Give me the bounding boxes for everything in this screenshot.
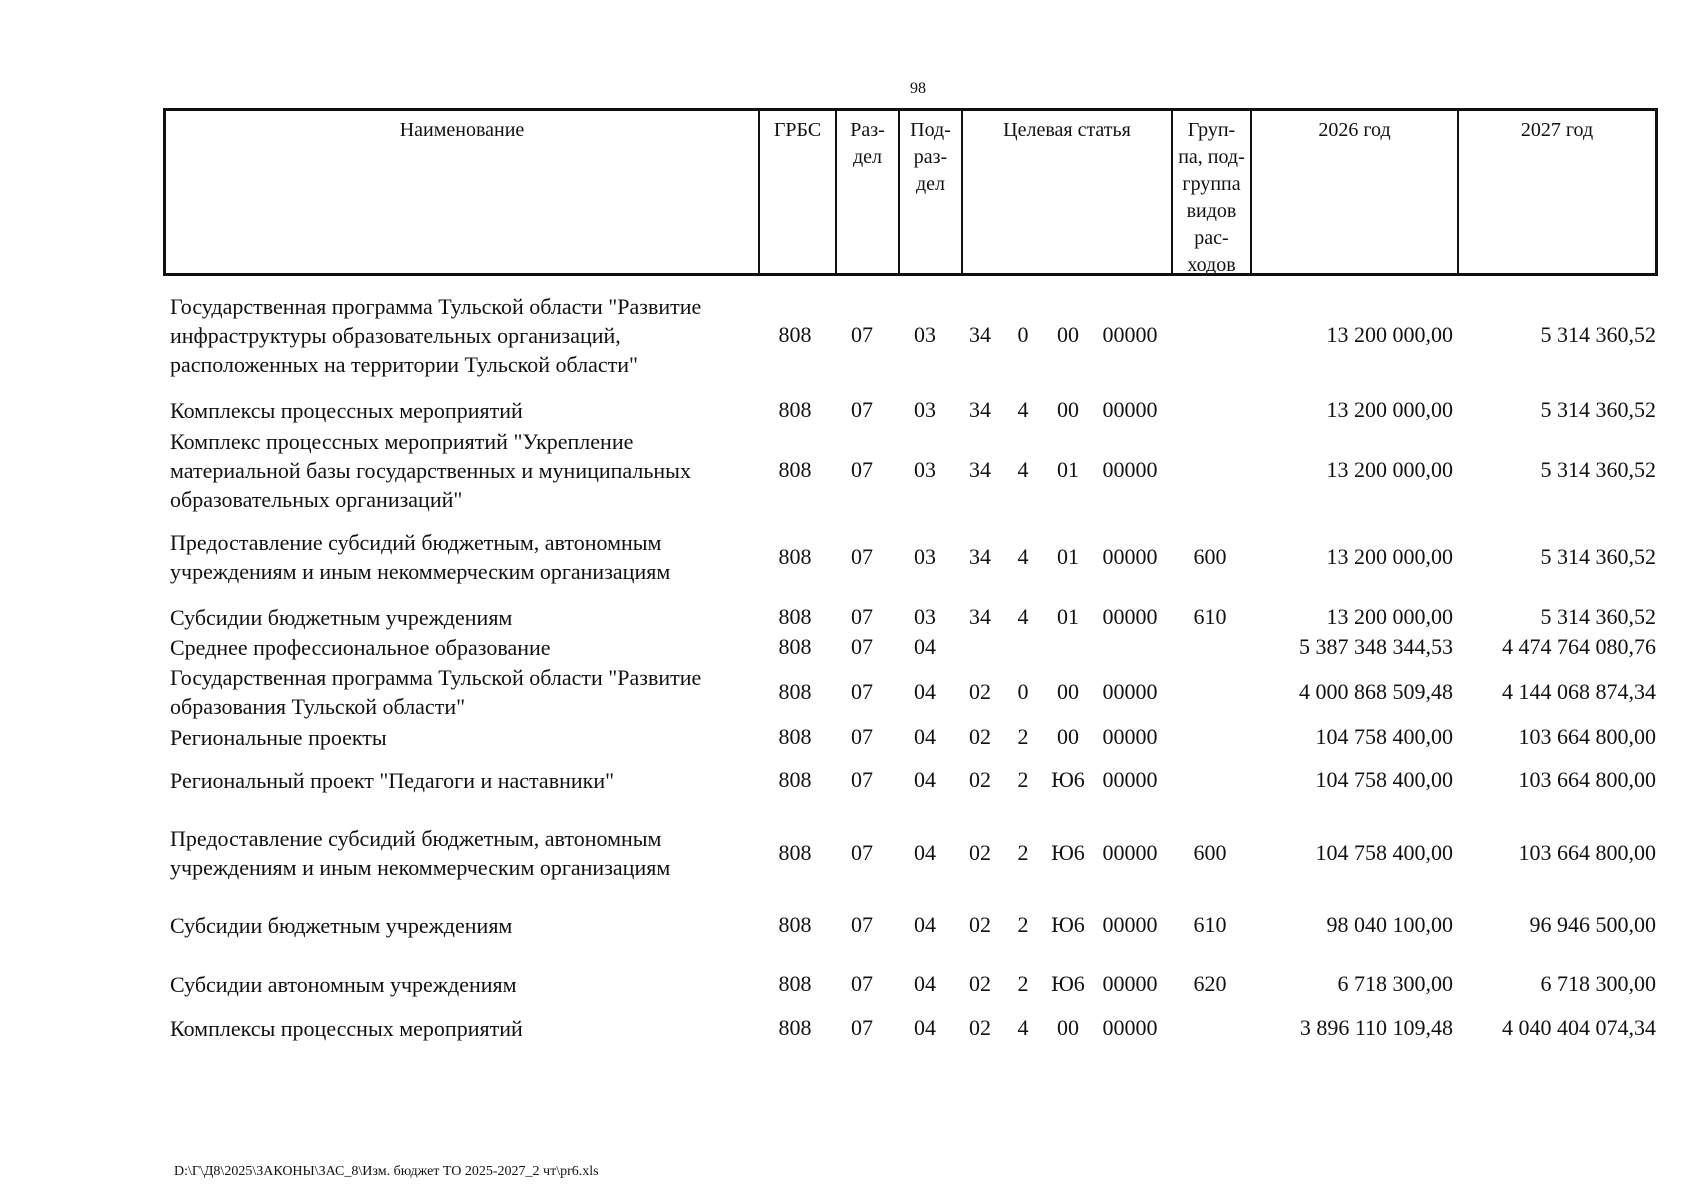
row-2027: 103 664 800,00 bbox=[1518, 767, 1656, 792]
row-podrazdel: 04 bbox=[914, 679, 936, 704]
row-target-subprogram bbox=[1005, 632, 1041, 662]
row-2026: 4 000 868 509,48 bbox=[1299, 679, 1453, 704]
row-2027: 5 314 360,52 bbox=[1540, 397, 1656, 422]
row-target-event: 01 bbox=[1057, 544, 1079, 569]
row-2027: 6 718 300,00 bbox=[1540, 971, 1656, 996]
row-razdel: 07 bbox=[851, 912, 873, 937]
row-razdel: 07 bbox=[851, 604, 873, 629]
page-number: 98 bbox=[910, 80, 926, 97]
row-2027: 96 946 500,00 bbox=[1529, 912, 1656, 937]
row-2026: 104 758 400,00 bbox=[1315, 724, 1453, 749]
row-target-direction: 00000 bbox=[1102, 544, 1158, 569]
row-razdel: 07 bbox=[851, 457, 873, 482]
row-2027: 5 314 360,52 bbox=[1540, 322, 1656, 347]
row-podrazdel: 04 bbox=[914, 767, 936, 792]
header-2027: 2027 год bbox=[1520, 119, 1594, 141]
row-target-program: 02 bbox=[969, 767, 991, 792]
row-group bbox=[1172, 765, 1248, 795]
row-target-program bbox=[958, 632, 1002, 662]
row-podrazdel: 03 bbox=[914, 397, 936, 422]
row-podrazdel: 04 bbox=[914, 971, 936, 996]
row-2026: 13 200 000,00 bbox=[1326, 322, 1453, 347]
row-target-subprogram: 2 bbox=[1017, 840, 1029, 865]
row-group bbox=[1172, 1013, 1248, 1043]
row-grbs: 808 bbox=[778, 1015, 812, 1040]
row-razdel: 07 bbox=[851, 840, 873, 865]
row-group: 600 bbox=[1193, 840, 1227, 865]
row-2026: 13 200 000,00 bbox=[1326, 457, 1453, 482]
table-row bbox=[0, 910, 1696, 940]
row-2027: 4 474 764 080,76 bbox=[1502, 634, 1656, 659]
row-name: Предоставление субсидий бюджетным, автономным учреждениям и иным некоммерческим организациям bbox=[170, 826, 671, 880]
row-grbs: 808 bbox=[778, 457, 812, 482]
row-target-subprogram: 4 bbox=[1017, 1015, 1029, 1040]
row-razdel: 07 bbox=[851, 322, 873, 347]
row-target-program: 34 bbox=[969, 604, 991, 629]
row-2027: 5 314 360,52 bbox=[1540, 457, 1656, 482]
row-grbs: 808 bbox=[778, 604, 812, 629]
row-target-event: 00 bbox=[1057, 679, 1079, 704]
row-2026: 104 758 400,00 bbox=[1315, 767, 1453, 792]
row-2027: 4 040 404 074,34 bbox=[1502, 1015, 1656, 1040]
row-target-subprogram: 2 bbox=[1017, 724, 1029, 749]
row-target-event: 00 bbox=[1057, 322, 1079, 347]
row-grbs: 808 bbox=[778, 840, 812, 865]
row-target-program: 02 bbox=[969, 971, 991, 996]
row-target-direction: 00000 bbox=[1102, 767, 1158, 792]
row-name: Субсидии бюджетным учреждениям bbox=[170, 912, 513, 938]
footer-file-path: D:\Г\Д8\2025\ЗАКОНЫ\ЗАС_8\Изм. бюджет ТО 2025-2027_2 чт\pr6.xls bbox=[174, 1164, 599, 1179]
row-target-program: 02 bbox=[969, 724, 991, 749]
row-target-event: 00 bbox=[1057, 724, 1079, 749]
row-group bbox=[1172, 662, 1248, 722]
row-name: Среднее профессиональное образование bbox=[170, 634, 551, 660]
row-target-event bbox=[1043, 632, 1093, 662]
row-target-event: 01 bbox=[1057, 604, 1079, 629]
row-grbs: 808 bbox=[778, 544, 812, 569]
row-target-event: Ю6 bbox=[1051, 840, 1085, 865]
row-grbs: 808 bbox=[778, 767, 812, 792]
row-podrazdel: 04 bbox=[914, 840, 936, 865]
row-group bbox=[1172, 632, 1248, 662]
row-target-direction: 00000 bbox=[1102, 840, 1158, 865]
row-target-subprogram: 4 bbox=[1017, 544, 1029, 569]
row-podrazdel: 04 bbox=[914, 1015, 936, 1040]
row-razdel: 07 bbox=[851, 971, 873, 996]
row-2026: 13 200 000,00 bbox=[1326, 544, 1453, 569]
row-group: 600 bbox=[1193, 544, 1227, 569]
table-row bbox=[0, 632, 1696, 662]
row-target-subprogram: 4 bbox=[1017, 604, 1029, 629]
header-name: Наименование bbox=[399, 119, 525, 141]
header-target: Целевая статья bbox=[1003, 119, 1131, 141]
row-target-program: 34 bbox=[969, 457, 991, 482]
row-2027: 5 314 360,52 bbox=[1540, 604, 1656, 629]
row-target-direction: 00000 bbox=[1102, 457, 1158, 482]
row-group: 620 bbox=[1193, 971, 1227, 996]
row-razdel: 07 bbox=[851, 397, 873, 422]
row-target-event: Ю6 bbox=[1051, 912, 1085, 937]
row-name: Комплексы процессных мероприятий bbox=[170, 1015, 523, 1041]
row-target-event: Ю6 bbox=[1051, 971, 1085, 996]
row-target-subprogram: 0 bbox=[1017, 322, 1029, 347]
row-target-program: 02 bbox=[969, 840, 991, 865]
row-podrazdel: 03 bbox=[914, 457, 936, 482]
row-group bbox=[1172, 395, 1248, 425]
row-group bbox=[1172, 425, 1248, 515]
row-target-direction: 00000 bbox=[1102, 604, 1158, 629]
row-2026: 13 200 000,00 bbox=[1326, 397, 1453, 422]
row-target-subprogram: 0 bbox=[1017, 679, 1029, 704]
row-podrazdel: 04 bbox=[914, 634, 936, 659]
row-2026: 13 200 000,00 bbox=[1326, 604, 1453, 629]
row-2026: 6 718 300,00 bbox=[1337, 971, 1453, 996]
row-podrazdel: 03 bbox=[914, 604, 936, 629]
row-target-direction: 00000 bbox=[1102, 322, 1158, 347]
row-target-direction: 00000 bbox=[1102, 912, 1158, 937]
row-target-event: 01 bbox=[1057, 457, 1079, 482]
row-razdel: 07 bbox=[851, 544, 873, 569]
row-target-event: 00 bbox=[1057, 397, 1079, 422]
row-name: Субсидии бюджетным учреждениям bbox=[170, 604, 513, 630]
header-grbs: ГРБС bbox=[773, 119, 822, 141]
row-group: 610 bbox=[1193, 604, 1227, 629]
row-name: Государственная программа Тульской области "Развитие инфраструктуры образовательных организаций, расположенных на территории Тульской области" bbox=[170, 293, 702, 377]
row-target-subprogram: 2 bbox=[1017, 767, 1029, 792]
row-podrazdel: 04 bbox=[914, 912, 936, 937]
row-target-direction: 00000 bbox=[1102, 679, 1158, 704]
row-target-program: 34 bbox=[969, 322, 991, 347]
row-podrazdel: 04 bbox=[914, 724, 936, 749]
header-2026: 2026 год bbox=[1318, 119, 1391, 141]
row-grbs: 808 bbox=[778, 971, 812, 996]
row-name: Комплексы процессных мероприятий bbox=[170, 397, 523, 423]
row-target-event: 00 bbox=[1057, 1015, 1079, 1040]
table-row bbox=[0, 969, 1696, 999]
row-target-subprogram: 2 bbox=[1017, 971, 1029, 996]
row-2027: 5 314 360,52 bbox=[1540, 544, 1656, 569]
row-target-program: 02 bbox=[969, 1015, 991, 1040]
table-row bbox=[0, 290, 1696, 380]
row-razdel: 07 bbox=[851, 767, 873, 792]
table-row bbox=[0, 395, 1696, 425]
row-2026: 98 040 100,00 bbox=[1326, 912, 1453, 937]
row-2027: 4 144 068 874,34 bbox=[1502, 679, 1656, 704]
row-2026: 5 387 348 344,53 bbox=[1299, 634, 1453, 659]
row-name: Государственная программа Тульской области "Развитие образования Тульской области" bbox=[170, 665, 702, 719]
row-target-subprogram: 2 bbox=[1017, 912, 1029, 937]
row-grbs: 808 bbox=[778, 634, 812, 659]
row-group bbox=[1172, 722, 1248, 752]
row-name: Предоставление субсидий бюджетным, автономным учреждениям и иным некоммерческим организациям bbox=[170, 530, 671, 584]
row-name: Региональный проект "Педагоги и наставники" bbox=[170, 767, 615, 793]
row-2027: 103 664 800,00 bbox=[1518, 724, 1656, 749]
table-row bbox=[0, 823, 1696, 883]
row-target-program: 34 bbox=[969, 397, 991, 422]
row-target-direction: 00000 bbox=[1102, 724, 1158, 749]
row-target-program: 34 bbox=[969, 544, 991, 569]
table-row bbox=[0, 425, 1696, 515]
row-target-program: 02 bbox=[969, 679, 991, 704]
row-podrazdel: 03 bbox=[914, 322, 936, 347]
row-grbs: 808 bbox=[778, 724, 812, 749]
row-name: Комплекс процессных мероприятий "Укрепление материальной базы государственных и муниципальных образовательных организаций" bbox=[170, 428, 691, 512]
row-2026: 104 758 400,00 bbox=[1315, 840, 1453, 865]
header-group: Груп- па, под- группа видов рас- ходов bbox=[1178, 119, 1245, 276]
row-podrazdel: 03 bbox=[914, 544, 936, 569]
row-grbs: 808 bbox=[778, 397, 812, 422]
row-2026: 3 896 110 109,48 bbox=[1299, 1015, 1453, 1040]
row-group bbox=[1172, 290, 1248, 380]
table-row bbox=[0, 765, 1696, 795]
row-grbs: 808 bbox=[778, 679, 812, 704]
row-grbs: 808 bbox=[778, 912, 812, 937]
row-razdel: 07 bbox=[851, 1015, 873, 1040]
row-target-program: 02 bbox=[969, 912, 991, 937]
header-razdel: Раз- дел bbox=[850, 119, 885, 168]
table-row bbox=[0, 1013, 1696, 1043]
table-row bbox=[0, 722, 1696, 752]
row-name: Региональные проекты bbox=[170, 724, 387, 750]
row-target-direction: 00000 bbox=[1102, 1015, 1158, 1040]
header-podrazdel: Под- раз- дел bbox=[910, 119, 951, 195]
row-name: Субсидии автономным учреждениям bbox=[170, 971, 517, 997]
row-razdel: 07 bbox=[851, 679, 873, 704]
table-row bbox=[0, 527, 1696, 587]
row-target-direction: 00000 bbox=[1102, 971, 1158, 996]
table-row bbox=[0, 602, 1696, 632]
row-group: 610 bbox=[1193, 912, 1227, 937]
row-target-event: Ю6 bbox=[1051, 767, 1085, 792]
row-razdel: 07 bbox=[851, 634, 873, 659]
row-razdel: 07 bbox=[851, 724, 873, 749]
table-row bbox=[0, 662, 1696, 722]
row-target-direction bbox=[1093, 632, 1167, 662]
row-target-direction: 00000 bbox=[1102, 397, 1158, 422]
row-target-subprogram: 4 bbox=[1017, 397, 1029, 422]
row-target-subprogram: 4 bbox=[1017, 457, 1029, 482]
row-grbs: 808 bbox=[778, 322, 812, 347]
row-2027: 103 664 800,00 bbox=[1518, 840, 1656, 865]
